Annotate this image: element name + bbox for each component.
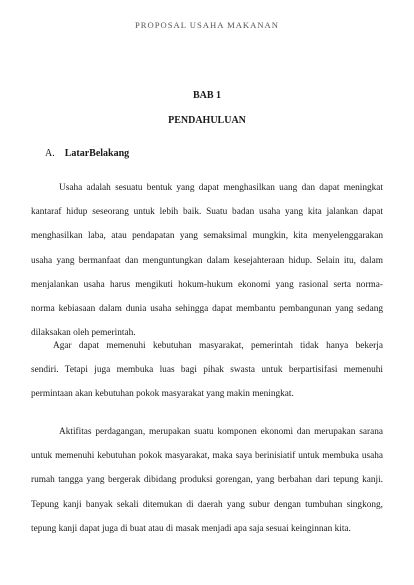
paragraph-line: norma kebiasaan dalam dunia usaha sehingga dapat membantu pembangunan yang sedang (31, 303, 383, 314)
paragraph-line: sendiri. Tetapi juga membuka luas bagi pihak swasta untuk berpartisifasi memenuhi (31, 365, 383, 376)
chapter-title: PENDAHULUAN (168, 115, 246, 126)
paragraph-3 (31, 420, 383, 541)
paragraph-line: Aktifitas perdagangan, merupakan suatu komponen ekonomi dan merupakan sarana (59, 427, 383, 437)
paragraph-1 (31, 176, 383, 345)
running-header: PROPOSAL USAHA MAKANAN (135, 20, 279, 30)
paragraph-line: tepung kanji dapat juga di buat atau di masak menjadi apa saja sesuai keinginnan kita. (31, 523, 351, 534)
paragraph-line: Usaha adalah sesuatu bentuk yang dapat menghasilkan uang dan dapat meningkat (59, 183, 383, 193)
paragraph-line: rumah tangga yang bergerak dibidang produksi gorengan, yang berbahan dari tepung kanji. (31, 475, 383, 486)
paragraph-line: menjalankan usaha harus mengikuti hokum-hukum ekonomi yang rasional serta norma- (31, 279, 383, 290)
paragraph-2 (31, 334, 383, 407)
paragraph-line: usaha yang bermanfaat dan menguntungkan dalam kesejahteraan hidup. Selain itu, dalam (31, 255, 383, 266)
paragraph-line: menghasilkan laba, atau pendapatan yang semaksimal mungkin, kita menyelenggarakan (31, 231, 383, 242)
section-letter: A. (45, 148, 55, 159)
chapter-number: BAB 1 (192, 90, 222, 101)
paragraph-line: permintaan akan kebutuhan pokok masyarakat yang makin meningkat. (31, 389, 294, 400)
paragraph-line: untuk memenuhi kebutuhan pokok masyarakat, maka saya berinisiatif untuk membuka usaha (31, 451, 383, 462)
paragraph-line: Agar dapat memenuhi kebutuhan masyarakat, pemerintah tidak hanya bekerja (53, 341, 383, 351)
paragraph-line: dilaksakan oleh pemerintah. (31, 328, 136, 339)
paragraph-line: kantaraf hidup seseorang untuk lebih baik. Suatu badan usaha yang kita jalankan dapat (31, 207, 383, 218)
section-title: LatarBelakang (64, 148, 130, 159)
section-heading (45, 148, 129, 159)
paragraph-line: Tepung kanji banyak sekali ditemukan di daerah yang subur dengan tumbuhan singkong, (31, 499, 383, 510)
